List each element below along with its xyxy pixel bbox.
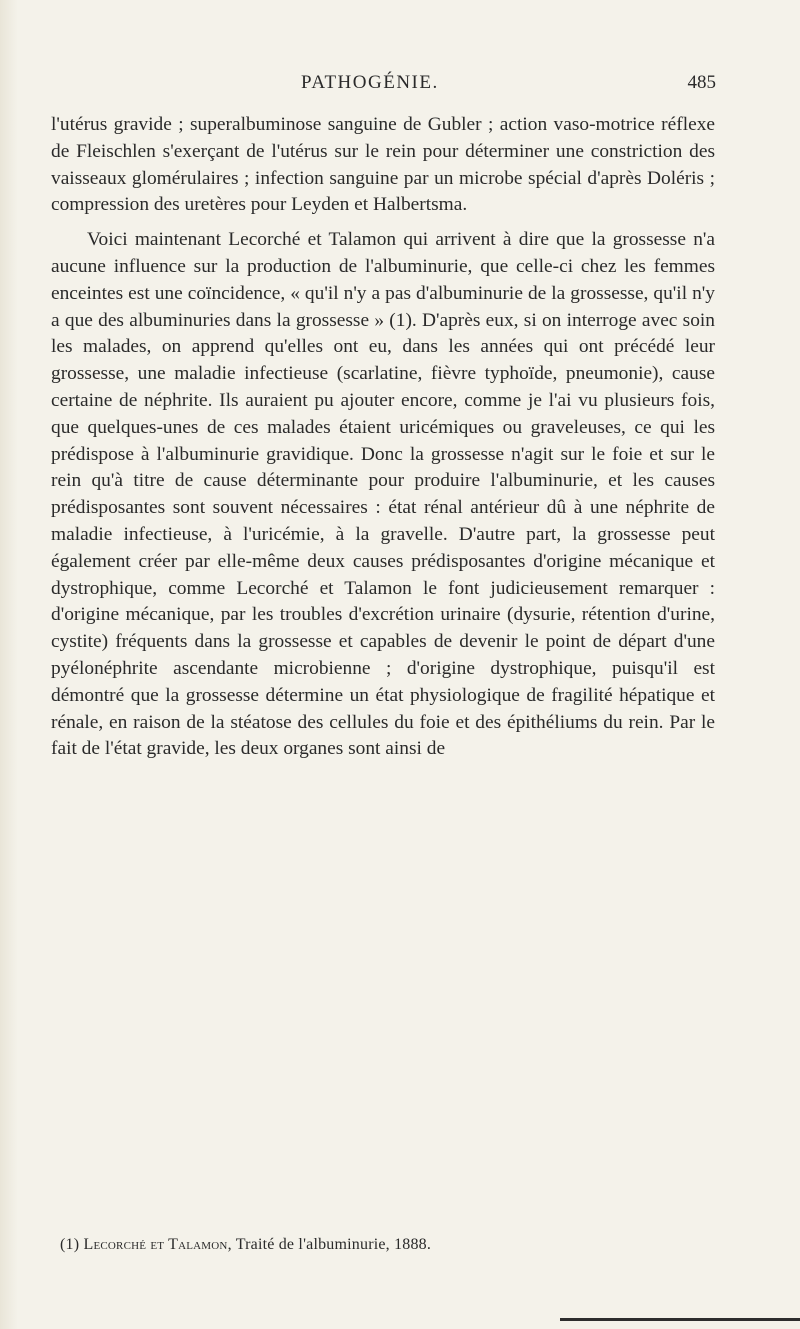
footnote-authors: Lecorché et Talamon,: [83, 1236, 232, 1253]
footnote-marker: (1): [60, 1236, 80, 1253]
footnote-reference: Traité de l'albuminurie, 1888.: [235, 1236, 432, 1253]
page-edge-rule: [560, 1318, 800, 1321]
page-gutter-shadow: [0, 0, 18, 1329]
page-number: 485: [687, 72, 716, 93]
running-head: PATHOGÉNIE.: [301, 72, 439, 93]
footnote: [60, 1236, 431, 1254]
page-header: [256, 72, 716, 102]
body-text: [51, 112, 715, 763]
paragraph-continuation: l'utérus gravide ; superalbuminose sanguine de Gubler ; action vaso-motrice réflexe de Fleischlen s'exerçant de l'utérus sur le rein pour déterminer une constriction des vaisseaux glomérulaires ; infection sanguine par un microbe spécial d'après Doléris ; compression des uretères pour Leyden et Halbertsma.: [51, 114, 715, 216]
paragraph-lecorche-talamon: Voici maintenant Lecorché et Talamon qui arrivent à dire que la grossesse n'a aucune influence sur la production de l'albuminurie, que celle-ci chez les femmes enceintes est une coïncidence, « qu'il n'y a pas d'albuminurie de la grossesse, qu'il n'y a que des albuminuries dans la grossesse » (1). D'après eux, si on interroge avec soin les malades, on apprend qu'elles ont eu, dans les années qui ont précédé leur grossesse, une maladie infectieuse (scarlatine, fièvre typhoïde, pneumonie), cause certaine de néphrite. Ils auraient pu ajouter encore, comme je l'ai vu plusieurs fois, que quelques-unes de ces malades étaient uricémiques ou graveleuses, ce qui les prédispose à l'albuminurie gravidique. Donc la grossesse n'agit sur le foie et sur le rein qu'à titre de cause déterminante pour produire l'albuminurie, et les causes prédisposantes sont souvent nécessaires : état rénal antérieur dû à une néphrite de maladie infectieuse, à l'uricémie, à la gravelle. D'autre part, la grossesse peut également créer par elle-même deux causes prédisposantes d'origine mécanique et dystrophique, comme Lecorché et Talamon le font judicieusement remarquer : d'origine mécanique, par les troubles d'excrétion urinaire (dysurie, rétention d'urine, cystite) fréquents dans la grossesse et capables de devenir le point de départ d'une pyélonéphrite ascendante microbienne ; d'origine dystrophique, puisqu'il est démontré que la grossesse détermine un état physiologique de fragilité hépatique et rénale, en raison de la stéatose des cellules du foie et des épithéliums du rein. Par le fait de l'état gravide, les deux organes sont ainsi de: [51, 229, 715, 760]
